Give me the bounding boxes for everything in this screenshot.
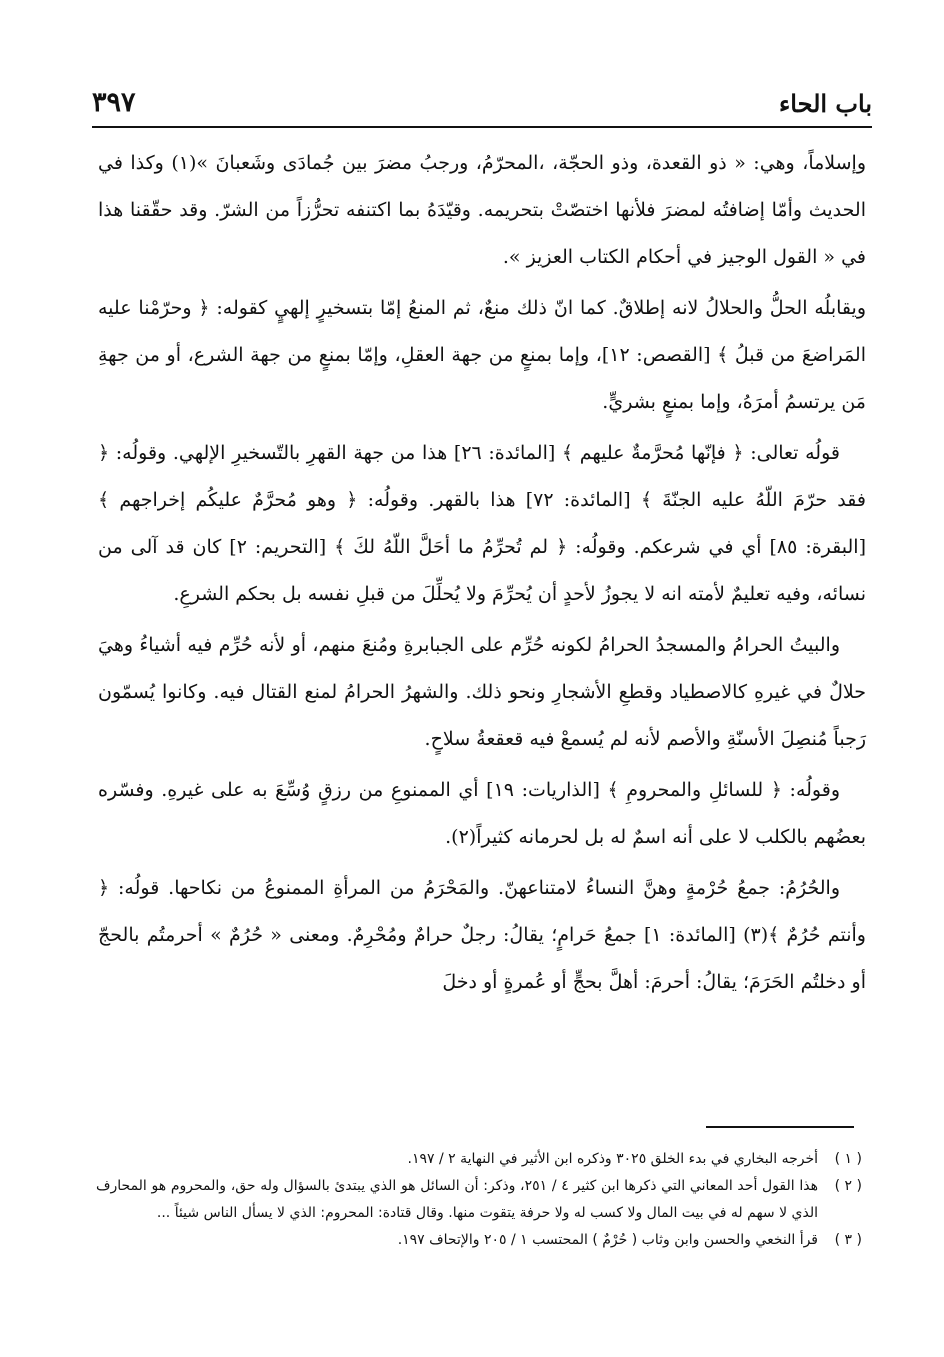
header-rule xyxy=(92,126,872,128)
main-text xyxy=(98,140,866,1006)
page-number: ٣٩٧ xyxy=(92,87,136,118)
paragraph: قولُه تعالى: ﴿ فإنّها مُحرَّمةٌ عليهم ﴾ [المائدة: ٢٦] هذا من جهة القهرِ بالتّسخيرِ الإلهي. وقولُه: ﴿ فقد حرّمَ اللّهُ عليه الجنّةَ ﴾ [المائدة: ٧٢] هذا بالقهر. وقولُه: ﴿ وهو مُحرَّمٌ عليكُم إخراجهم ﴾ [البقرة: ٨٥] أي في شرعكم. وقولُه: ﴿ لم تُحرِّمُ ما أحَلَّ اللّهُ لكَ ﴾ [التحريم: ٢] كان قد آلى من نسائه، وفيه تعليمٌ لأمته انه لا يجوزُ لأحدٍ أن يُحرِّمَ ولا يُحلِّلَ من قبلِ نفسه بل بحكم الشرعِ. xyxy=(98,442,866,605)
footnote xyxy=(96,1146,862,1173)
footnote-text: أخرجه البخاري في بدء الخلق ٣٠٢٥ وذكره ابن الأثير في النهاية ٢ / ١٩٧. xyxy=(407,1151,818,1167)
footnote-text: قرأ النخعي والحسن وابن وثاب ( حُرْمٌ ) المحتسب ١ / ٢٠٥ والإتحاف ١٩٧. xyxy=(397,1232,818,1248)
footnote xyxy=(96,1173,862,1227)
paragraph: والبيتُ الحرامُ والمسجدُ الحرامُ لكونه حُرِّم على الجبابرةِ ومُنعَ منهم، أو لأنه حُرِّم فيه أشياءُ وهيَ حلالٌ في غيرهِ كالاصطياد وقطعِ الأشجارِ ونحو ذلك. والشهرُ الحرامُ لمنع القتال فيه. وكانوا يُسمّون رَجباً مُنصِلَ الأسنّةِ والأصم لأنه لم يُسمعْ فيه قعقعةُ سلاحٍ. xyxy=(98,634,866,750)
footnote xyxy=(96,1227,862,1254)
footnote-rule xyxy=(706,1126,854,1128)
footnote-number: ( ٢ ) xyxy=(834,1178,862,1194)
footnotes xyxy=(96,1146,862,1254)
footnote-text: هذا القول أحد المعاني التي ذكرها ابن كثير ٤ / ٢٥١، وذكر: أن السائل هو الذي يبتدئ بالسؤال وله حق، والمحروم هو المحارف الذي لا سهم له في بيت المال ولا كسب له ولا حرفة يتقوت منها. وقال قتادة: المحروم: الذي لا يسأل الناس شيئاً ... xyxy=(96,1178,818,1221)
page-header xyxy=(92,72,872,118)
paragraph: والحُرُمُ: جمعُ حُرْمةٍ وهنَّ النساءُ لامتناعهنّ. والمَحْرَمُ من المرأةِ الممنوعُ من نكاحها. قولُه: ﴿ وأنتم حُرُمٌ ﴾(٣) [المائدة: ١] جمعُ حَرامٍ؛ يقالُ: رجلٌ حرامٌ ومُحْرِمٌ. ومعنى « حُرُمٌ » أحرمتُم بالحجّ أو دخلتُم الحَرَمَ؛ يقالُ: أحرمَ: أهلَّ بحجٍّ أو عُمرةٍ أو دخلَ xyxy=(98,877,866,993)
paragraph: وإسلاماً، وهي: « ذو القعدة، وذو الحجّة، ،المحرّمُ، ورجبُ مضرَ بين جُمادَى وشَعبانَ »(١) وكذا في الحديث وأمّا إضافتُه لمضرَ فلأنها اختصّتْ بتحريمه. وقيّدَهُ بما اكتنفه تحرُّزاً من الشرّ. وقد حقّقنا هذا في « القول الوجيز في أحكام الكتاب العزيز ». xyxy=(98,152,866,268)
running-head: باب الحاء xyxy=(778,89,872,118)
footnote-number: ( ٣ ) xyxy=(834,1232,862,1248)
paragraph: ويقابلُه الحلُّ والحلالُ لانه إطلاقٌ. كما انّ ذلك منعٌ، ثم المنعُ إمّا بتسخيرٍ إلهيٍ كقوله: ﴿ وحرّمْنا عليه المَراضعَ من قبلُ ﴾ [القصص: ١٢]، وإما بمنعٍ من جهة العقلِ، وإمّا بمنعٍ من جهة الشرع، أو من جهةِ مَن يرتسمُ أمرَهُ، وإما بمنعٍ بشريٍّ. xyxy=(98,297,866,413)
footnote-number: ( ١ ) xyxy=(834,1151,862,1167)
paragraph: وقولُه: ﴿ للسائلِ والمحرومِ ﴾ [الذاريات: ١٩] أي الممنوعِ من رزقٍ وُسِّعَ به على غيرهِ. وفسّره بعضُهم بالكلب لا على أنه اسمٌ له بل لحرمانه كثيراً(٢). xyxy=(98,779,866,848)
